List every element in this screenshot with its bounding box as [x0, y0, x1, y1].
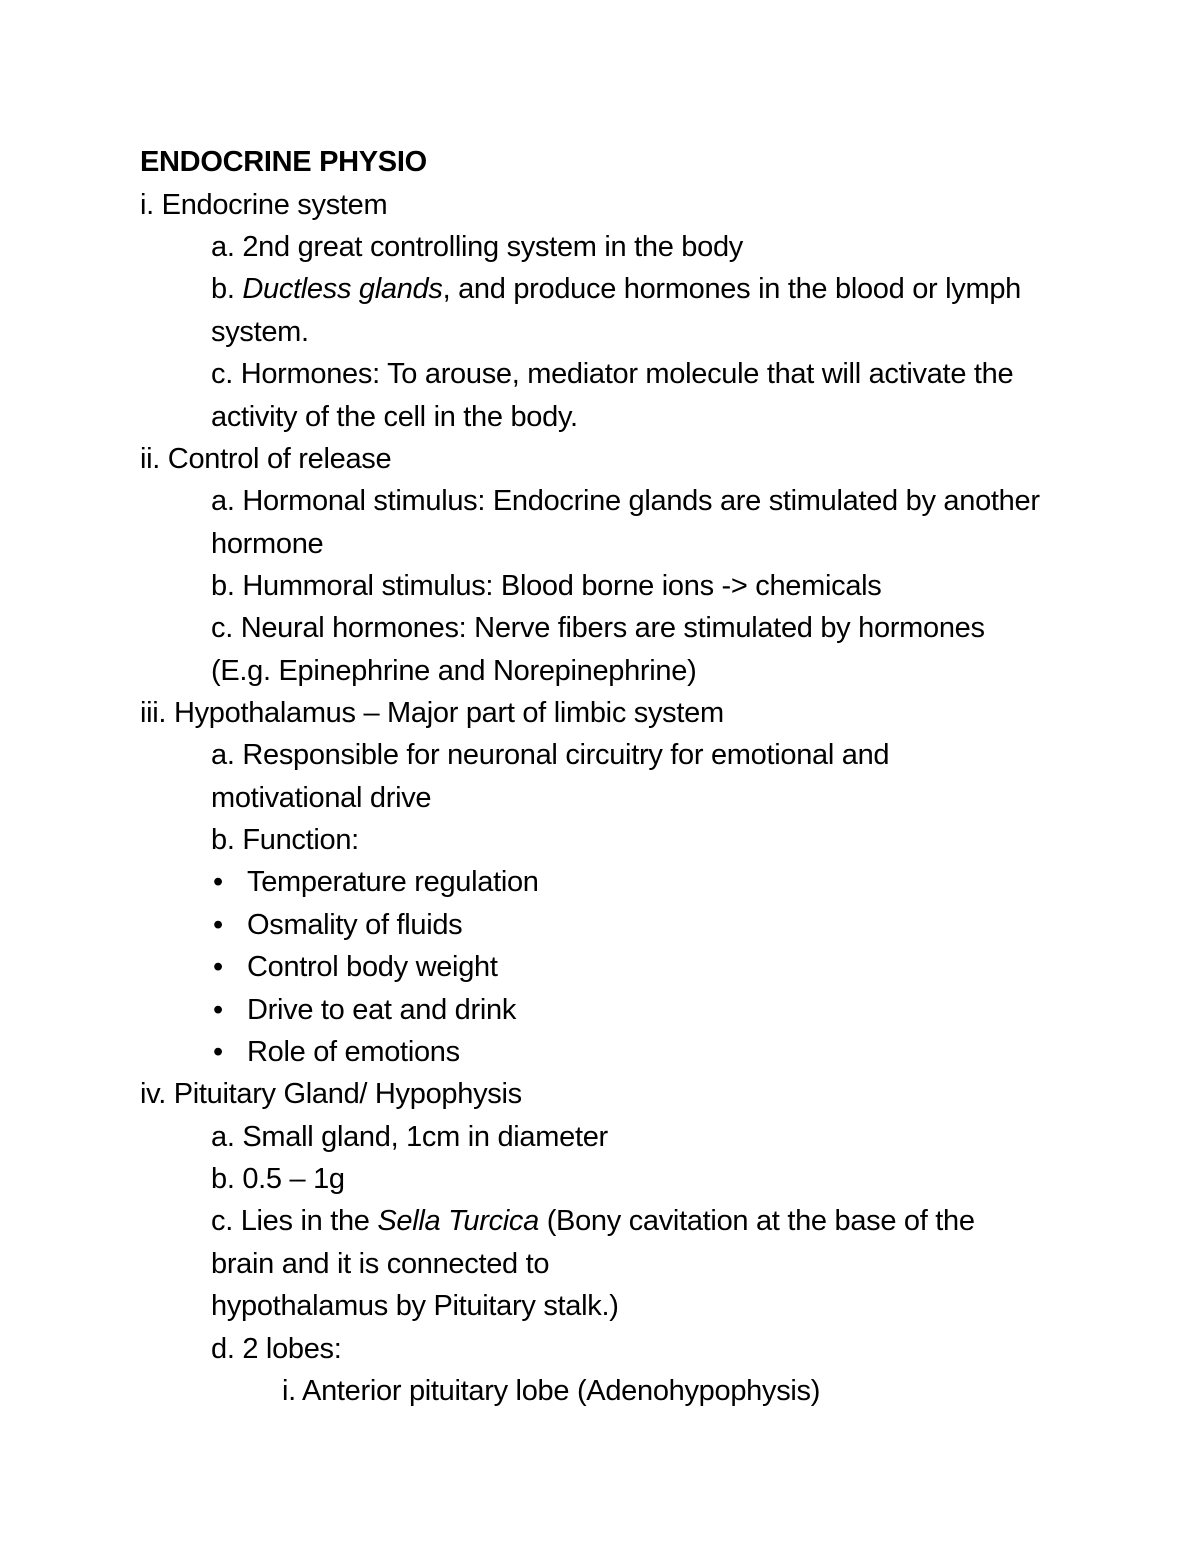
bullet-icon: •: [213, 866, 223, 898]
list-item: b. 0.5 – 1g: [211, 1163, 345, 1195]
bullet-text: Osmality of fluids: [247, 909, 463, 941]
italic-term: Sella Turcica: [377, 1205, 539, 1237]
bullet-item: [0, 989, 1000, 1031]
bullet-text: Drive to eat and drink: [247, 994, 517, 1026]
document-title: ENDOCRINE PHYSIO: [140, 146, 427, 178]
sub-list-item: i. Anterior pituitary lobe (Adenohypophysis): [282, 1375, 821, 1407]
list-item: [211, 268, 1021, 310]
list-item-prefix: c. Lies in the: [211, 1205, 378, 1237]
bullet-text: Temperature regulation: [247, 866, 539, 898]
bullet-text: Control body weight: [247, 951, 498, 983]
bullet-icon: •: [213, 909, 223, 941]
list-item: c. Hormones: To arouse, mediator molecule that will activate the: [211, 358, 1014, 390]
list-item-prefix: b.: [211, 273, 243, 305]
bullet-item: [0, 1031, 1000, 1073]
list-item-continuation: hypothalamus by Pituitary stalk.): [211, 1290, 619, 1322]
bullet-icon: •: [213, 951, 223, 983]
bullet-item: [0, 861, 1000, 903]
list-item-continuation: system.: [211, 316, 309, 348]
list-item-continuation: motivational drive: [211, 782, 432, 814]
list-item: b. Function:: [211, 824, 359, 856]
section-heading-control-of-release: ii. Control of release: [140, 443, 392, 475]
list-item: c. Neural hormones: Nerve fibers are stimulated by hormones: [211, 612, 985, 644]
list-item-continuation: brain and it is connected to: [211, 1248, 550, 1280]
list-item: a. Small gland, 1cm in diameter: [211, 1121, 608, 1153]
italic-term: Ductless glands: [242, 273, 443, 305]
list-item-continuation: (E.g. Epinephrine and Norepinephrine): [211, 655, 697, 687]
list-item-continuation: hormone: [211, 528, 324, 560]
section-heading-hypothalamus: iii. Hypothalamus – Major part of limbic system: [140, 697, 724, 729]
list-item-text: , and produce hormones in the blood or lymph: [442, 273, 1022, 305]
list-item: d. 2 lobes:: [211, 1333, 342, 1365]
bullet-icon: •: [213, 994, 223, 1026]
list-item: a. Hormonal stimulus: Endocrine glands are stimulated by another: [211, 485, 1040, 517]
list-item-continuation: activity of the cell in the body.: [211, 401, 578, 433]
list-item: a. Responsible for neuronal circuitry for emotional and: [211, 739, 890, 771]
list-item: [211, 1200, 975, 1242]
list-item: a. 2nd great controlling system in the body: [211, 231, 743, 263]
list-item-text: (Bony cavitation at the base of the: [538, 1205, 975, 1237]
bullet-icon: •: [213, 1036, 223, 1068]
bullet-item: [0, 946, 1000, 988]
section-heading-endocrine-system: i. Endocrine system: [140, 189, 388, 221]
bullet-item: [0, 904, 1000, 946]
bullet-text: Role of emotions: [247, 1036, 460, 1068]
list-item: b. Hummoral stimulus: Blood borne ions -> chemicals: [211, 570, 882, 602]
section-heading-pituitary-gland: iv. Pituitary Gland/ Hypophysis: [140, 1078, 522, 1110]
